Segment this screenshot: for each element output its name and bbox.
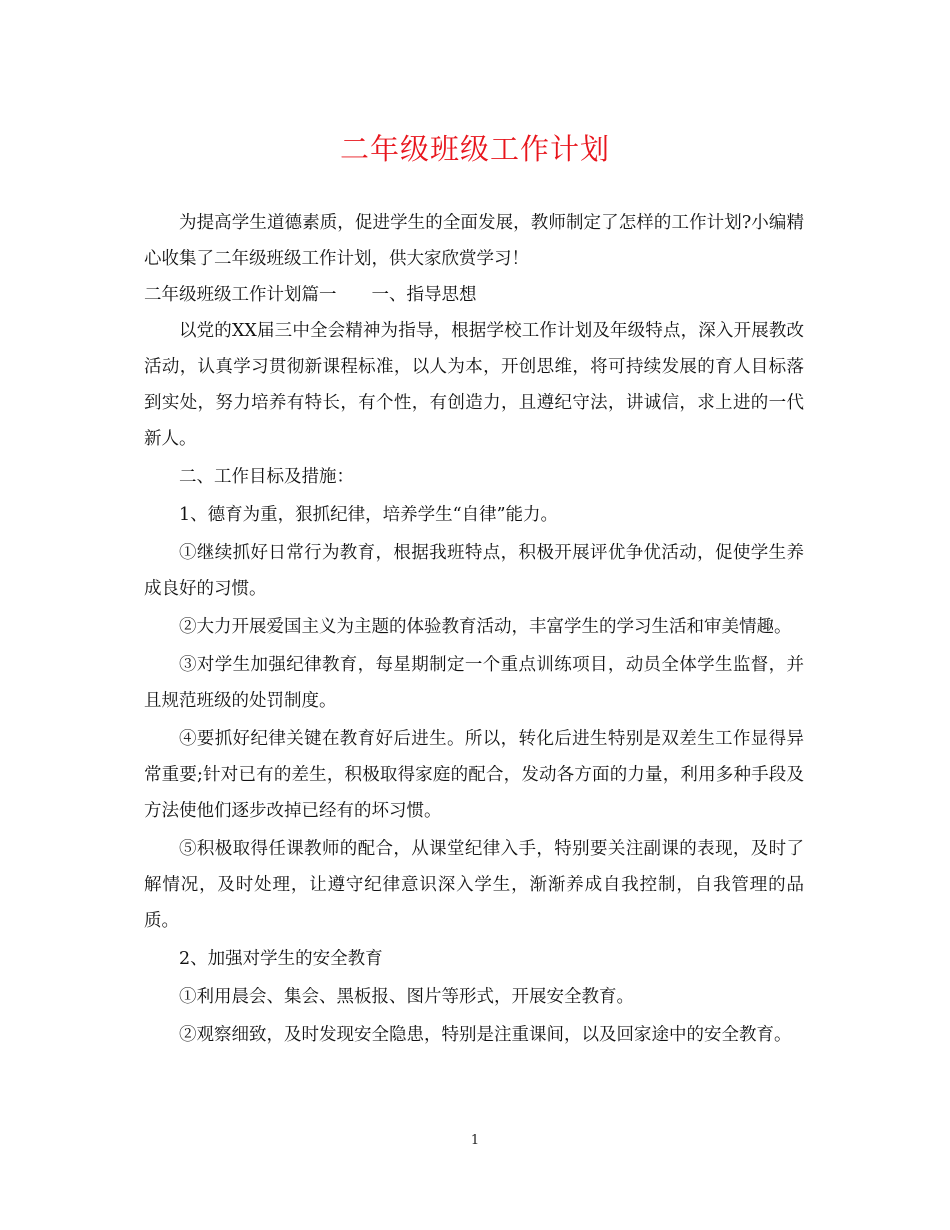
document-title: 二年级班级工作计划 (339, 132, 610, 166)
safety-item-2: ②观察细致，及时发现安全隐患，特别是注重课间，以及回家途中的安全教育。 (179, 1025, 792, 1045)
item-heading-safety: 2、加强对学生的安全教育 (179, 949, 383, 969)
list-item-2: ②大力开展爱国主义为主题的体验教育活动，丰富学生的学习生活和审美情趣。 (179, 617, 792, 637)
safety-item-1: ①利用晨会、集会、黑板报、图片等形式，开展安全教育。 (179, 987, 634, 1007)
page-number: 1 (470, 1133, 480, 1148)
section-heading-guiding-thought: 二年级班级工作计划篇一 一、指导思想 (144, 285, 477, 305)
list-item-4: ④要抓好纪律关键在教育好后进生。所以，转化后进生特别是双差生工作显得异常重要;针对已有的差生，积极取得家庭的配合，发动各方面的力量，利用多种手段及方法使他们逐步改掉已经有的坏习惯。 (144, 729, 804, 821)
paragraph-intro: 为提高学生道德素质，促进学生的全面发展，教师制定了怎样的工作计划?小编精心收集了二年级班级工作计划，供大家欣赏学习！ (144, 213, 804, 269)
item-heading-moral: 1、德育为重，狠抓纪律，培养学生“自律”能力。 (179, 505, 559, 525)
document-body (144, 205, 804, 1053)
paragraph-guiding-thought: 以党的XX届三中全会精神为指导，根据学校工作计划及年级特点，深入开展教改活动，认真学习贯彻新课程标准，以人为本，开创思维，将可持续发展的育人目标落到实处，努力培养有特长，有个性，有创造力，且遵纪守法，讲诚信，求上进的一代新人。 (144, 321, 804, 449)
list-item-1: ①继续抓好日常行为教育，根据我班特点，积极开展评优争优活动，促使学生养成良好的习惯。 (144, 543, 804, 599)
list-item-5: ⑤积极取得任课教师的配合，从课堂纪律入手，特别要关注副课的表现，及时了解情况，及时处理，让遵守纪律意识深入学生，渐渐养成自我控制，自我管理的品质。 (144, 839, 804, 931)
list-item-3: ③对学生加强纪律教育，每星期制定一个重点训练项目，动员全体学生监督，并且规范班级的处罚制度。 (144, 655, 804, 711)
section-heading-goals: 二、工作目标及措施： (179, 467, 354, 487)
